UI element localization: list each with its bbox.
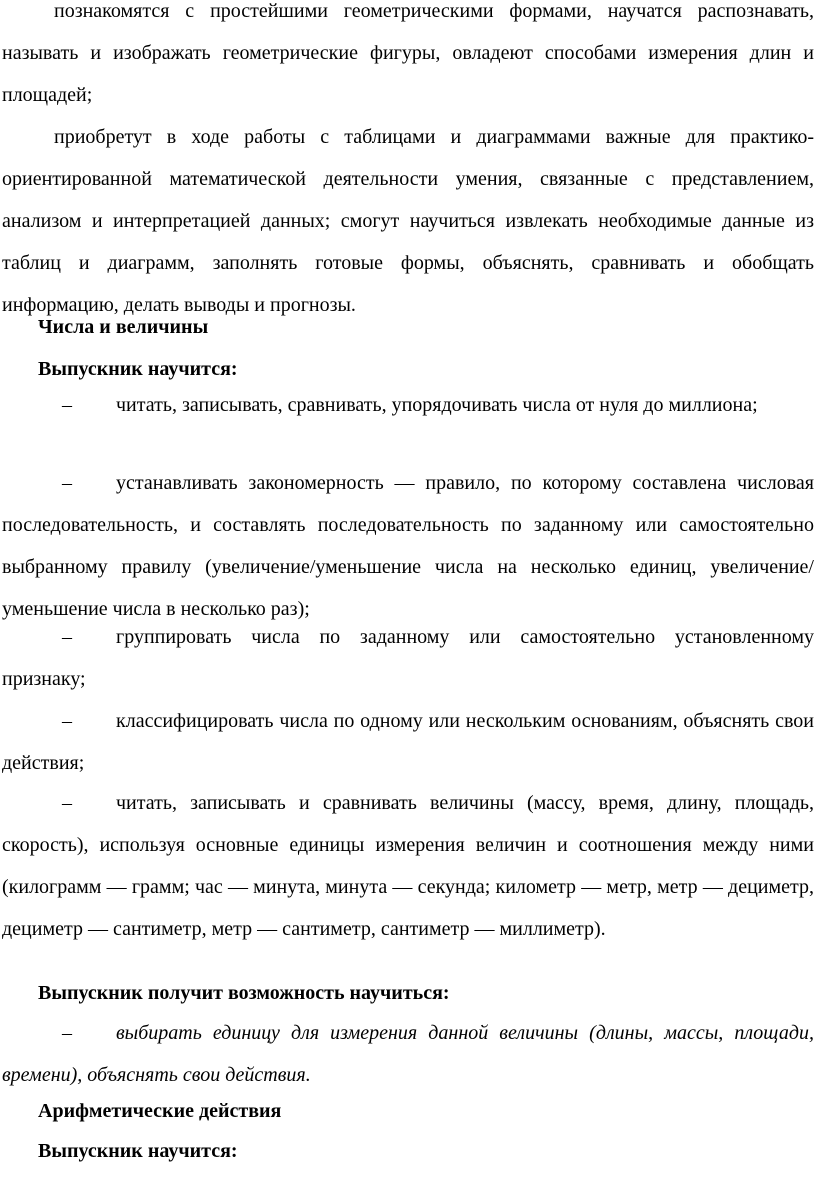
list-item-text: устанавливать закономерность — правило, по которому составлена числовая последовательность, и составлять последовательность по заданному или самостоятельно выбранному правилу (увеличение/уменьшение числа на несколько единиц, увеличение/уменьшение числа в несколько раз); — [2, 472, 814, 620]
paragraph-tables-diagrams: приобретут в ходе работы с таблицами и диаграммами важные для практико-ориентированной математической деятельности умения, связанные с представлением, анализом и интерпретацией данных; смогут научиться извлекать необходимые данные из таблиц и диаграмм, заполнять готовые формы, объяснять, сравнивать и обобщать информацию, делать выводы и прогнозы. — [2, 126, 814, 316]
list-item — [2, 782, 814, 950]
heading-arithmetic-operations: Арифметические действия — [38, 1100, 282, 1122]
dash-marker: – — [62, 792, 72, 814]
dash-marker: – — [62, 394, 72, 416]
list-item — [2, 1012, 814, 1096]
list-item-text: выбирать единицу для измерения данной величины (длины, массы, площади, времени), объяснять свои действия. — [2, 1022, 814, 1086]
paragraph-geometric-shapes: познакомятся с простейшими геометрическими формами, научатся распознавать, называть и изображать геометрические фигуры, овладеют способами измерения длин и площадей; — [2, 0, 814, 106]
dash-marker: – — [62, 710, 72, 732]
dash-marker: – — [62, 472, 72, 494]
list-item — [2, 700, 814, 784]
list-item — [2, 462, 814, 630]
list-item-text: классифицировать числа по одному или нескольким основаниям, объяснять свои действия; — [2, 710, 814, 774]
heading-numbers-and-quantities: Числа и величины — [38, 316, 209, 338]
heading-graduate-opportunity: Выпускник получит возможность научиться: — [38, 982, 450, 1004]
dash-marker: – — [62, 626, 72, 648]
list-item — [2, 616, 814, 700]
list-item — [2, 384, 814, 426]
dash-marker: – — [62, 1022, 72, 1044]
list-item-text: читать, записывать и сравнивать величины (массу, время, длину, площадь, скорость), используя основные единицы измерения величин и соотношения между ними (килограмм — грамм; час — минута, минута — секунда; километр — метр, метр — дециметр, дециметр — сантиметр, метр — сантиметр, сантиметр — миллиметр). — [2, 792, 814, 940]
list-item-text: группировать числа по заданному или самостоятельно установленному признаку; — [2, 626, 814, 690]
heading-graduate-will-learn-2: Выпускник научится: — [38, 1140, 238, 1162]
list-item-text: читать, записывать, сравнивать, упорядочивать числа от нуля до миллиона; — [116, 394, 758, 416]
heading-graduate-will-learn: Выпускник научится: — [38, 358, 238, 380]
